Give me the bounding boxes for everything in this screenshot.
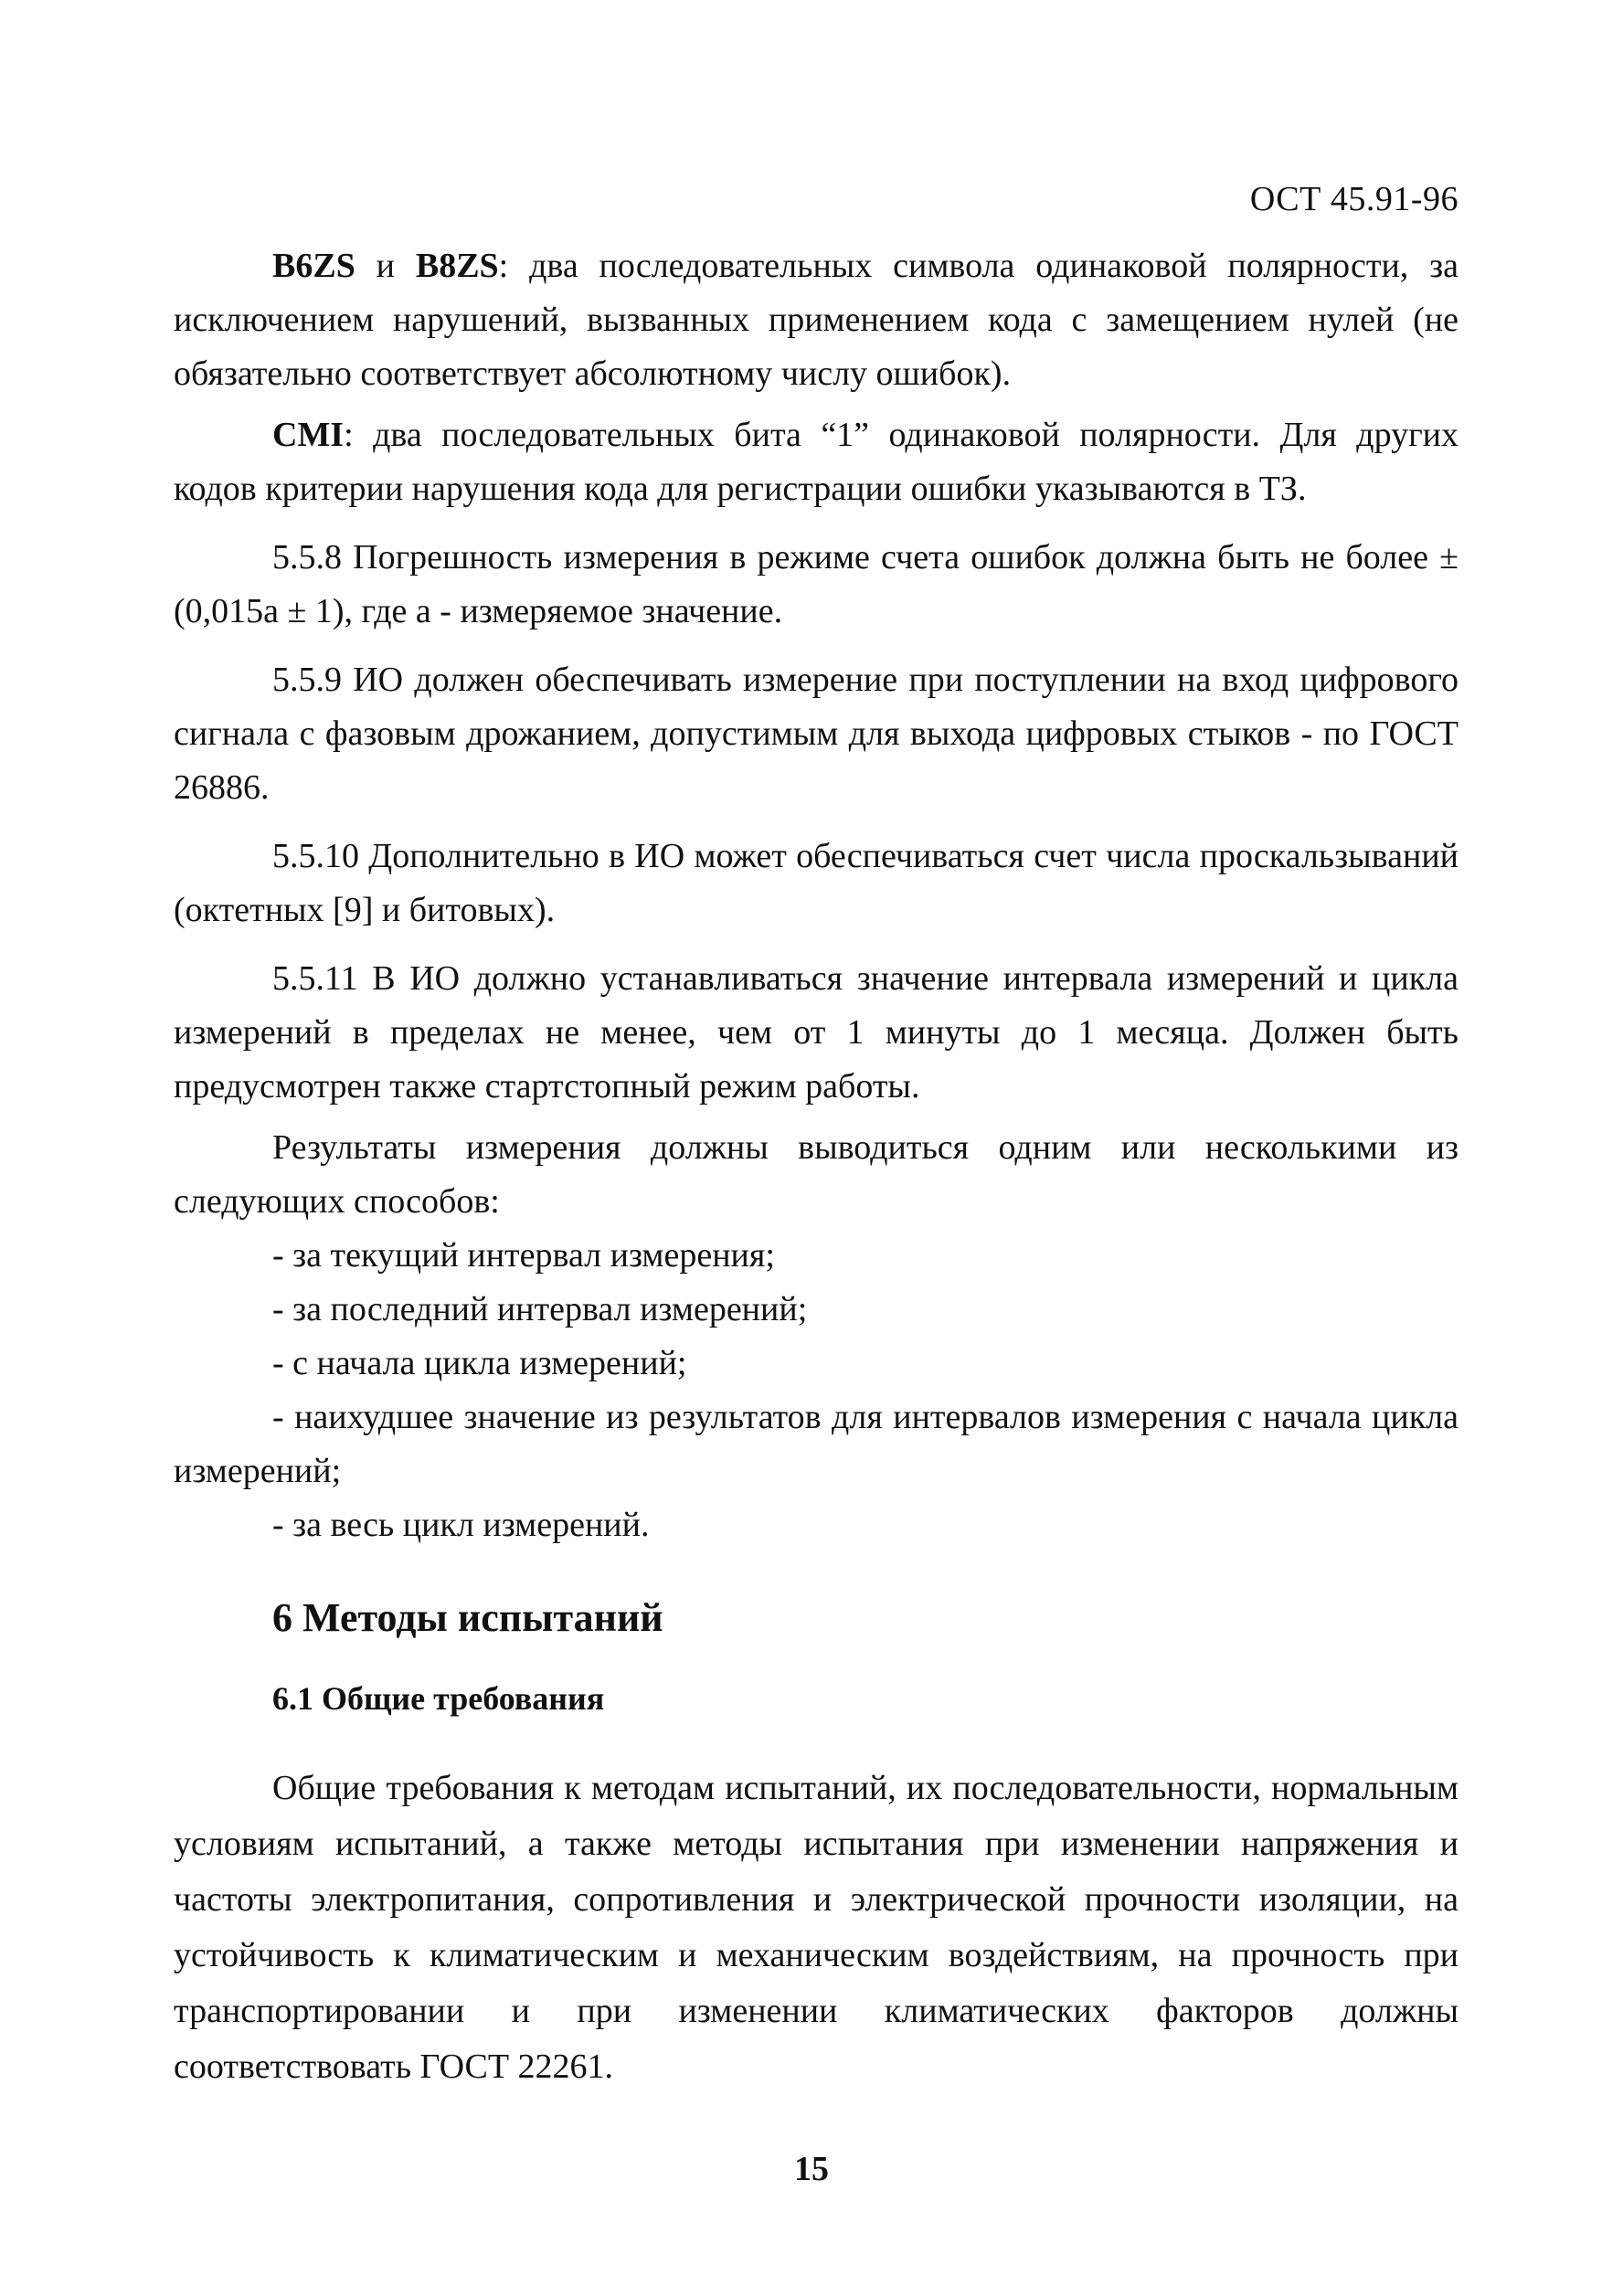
list-item: - за весь цикл измерений.	[272, 1506, 650, 1544]
paragraph-5-5-8: 5.5.8 Погрешность измерения в режиме счета ошибок должна быть не более ± (0,015а ± 1), где а - измеряемое значение.	[174, 538, 1459, 630]
term-cmi: CMI	[272, 416, 345, 454]
document-body	[174, 239, 1459, 2095]
paragraph-general-requirements: Общие требования к методам испытаний, их последовательности, нормальным условиям испытаний, а также методы испытания при изменении напряжения и частоты электропитания, сопротивления и электрической прочности изоляции, на устойчивость к климатическим и механическим воздействиям, на прочность при транспортировании и при изменении климатических факторов должны соответствовать ГОСТ 22261.	[174, 1769, 1459, 2086]
term-b8zs: B8ZS	[415, 247, 499, 285]
list-item: - за текущий интервал измерения;	[272, 1236, 775, 1275]
page-number: 15	[794, 2150, 829, 2188]
paragraph-cmi	[174, 408, 1459, 516]
term-b6zs: B6ZS	[272, 247, 355, 285]
list-item: - с начала цикла измерений;	[272, 1344, 687, 1382]
paragraph-b6zs-b8zs	[174, 239, 1459, 401]
paragraph-5-5-11: 5.5.11 В ИО должно устанавливаться значение интервала измерений и цикла измерений в пределах не менее, чем от 1 минуты до 1 месяца. Должен быть предусмотрен также стартстопный режим работы.	[174, 959, 1459, 1106]
paragraph-results-intro: Результаты измерения должны выводиться одним или несколькими из следующих способов:	[174, 1128, 1459, 1221]
section-heading: 6 Методы испытаний	[272, 1595, 663, 1640]
b6zs-definition: : два последовательных символа одинаковой полярности, за исключением нарушений, вызванных применением кода с замещением нулей (не обязательно соответствует абсолютному числу ошибок).	[174, 247, 1459, 393]
list-item: - за последний интервал измерений;	[272, 1290, 808, 1328]
cmi-definition: : два последовательных бита “1” одинаковой полярности. Для других кодов критерии нарушения кода для регистрации ошибки указываются в ТЗ.	[174, 416, 1459, 508]
list-item: - наихудшее значение из результатов для интервалов измерения с начала цикла измерений;	[174, 1398, 1459, 1490]
conjunction: и	[355, 247, 416, 285]
document-code: ОСТ 45.91-96	[1249, 180, 1459, 218]
subsection-heading: 6.1 Общие требования	[272, 1680, 605, 1717]
paragraph-5-5-10: 5.5.10 Дополнительно в ИО может обеспечиваться счет числа проскальзываний (октетных [9] и битовых).	[174, 837, 1459, 929]
paragraph-5-5-9: 5.5.9 ИО должен обеспечивать измерение при поступлении на вход цифрового сигнала с фазовым дрожанием, допустимым для выхода цифровых стыков - по ГОСТ 26886.	[174, 661, 1459, 807]
